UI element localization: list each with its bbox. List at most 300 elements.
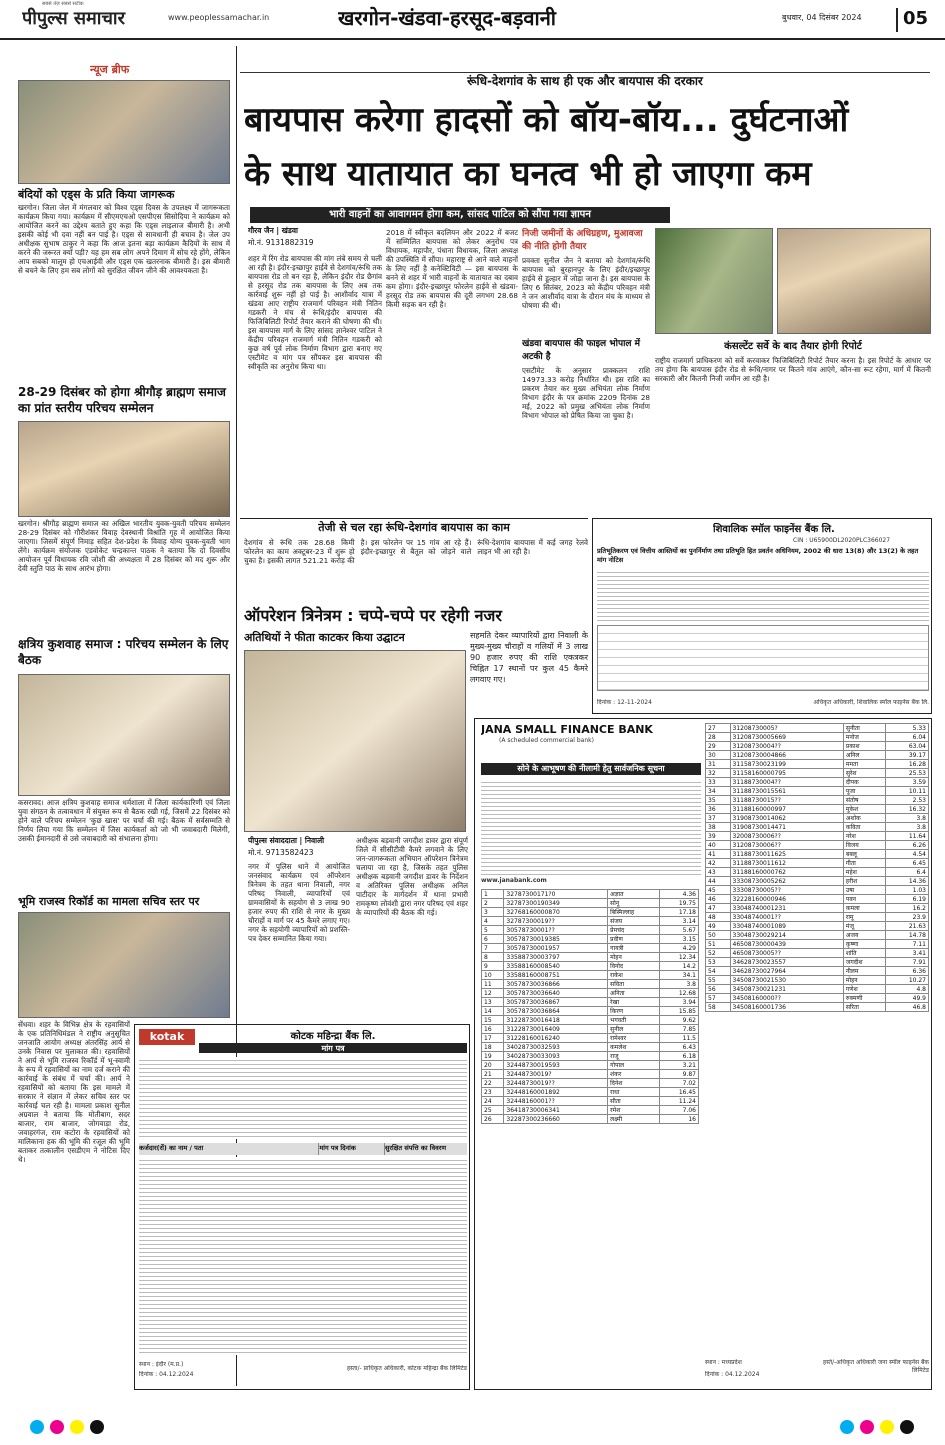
- table-row: [706, 787, 929, 796]
- table-cell: 20: [482, 1061, 504, 1070]
- table-cell: 31188730015561: [730, 787, 843, 796]
- table-cell: गणेश: [843, 985, 885, 994]
- operation-body-2: अधीक्षक बड़वानी जगदीश डावर द्वारा संपूर्ण जिले में सीसीटीवी कैमरे लगवाने के लिए जन-जागरूकता अभियान ऑपरेशन त्रिनेत्रम चलाया जा रहा है, जिसके तहत पुलिस अधीक्षक बड़वानी जगदीश डावर के निर्देशन व अतिरिक्त पुलिस अधीक्षक अनिल पाटीदार के मार्गदर्शन में थाना प्रभारी रामकृष्ण लोवंशी द्वारा नगर परिषद एवं शहर के व्यापारियों की बैठक की गई।: [356, 836, 468, 917]
- lead-headline-2: के साथ यातायात का घनत्व भी हो जाएगा कम: [244, 154, 812, 194]
- operation-headline: ऑपरेशन त्रिनेत्रम : चप्पे-चप्पे पर रहेगी नजर: [244, 606, 502, 625]
- table-cell: 34: [706, 787, 731, 796]
- table-cell: संतोष: [843, 796, 885, 805]
- table-row: [706, 922, 929, 931]
- table-cell: शंकर: [608, 1070, 659, 1079]
- table-row: [706, 985, 929, 994]
- table-cell: 42: [706, 859, 731, 868]
- table-cell: 1: [482, 890, 504, 899]
- table-cell: 14.78: [885, 931, 928, 940]
- table-cell: पूजा: [843, 787, 885, 796]
- table-row: [706, 949, 929, 958]
- table-cell: 3.15: [659, 935, 698, 944]
- table-cell: 2: [482, 899, 504, 908]
- table-cell: 32448160001??: [504, 1097, 608, 1106]
- shivalik-date: दिनांक : 12-11-2024: [597, 699, 652, 706]
- table-cell: 17.18: [659, 908, 698, 917]
- table-cell: 5.33: [885, 724, 928, 733]
- operation-body: नगर में पुलिस थाने में आयोजित जनसंवाद कार्यक्रम एवं ऑपरेशन त्रिनेत्रम के तहत थाना निवाली, नगर परिषद निवाली, व्यापारियों एवं ग्रामवासियों के सहयोग से 3 लाख 90 हजार रुपए की राशि से नगर के मुख्य चौराहों व मार्ग पर 45 कैमरे लगाए गए। नगर के सहयोगी व्यापारियों को प्रशस्ति-पत्र देकर सम्मानित किया गया।: [248, 862, 350, 943]
- table-row: [482, 980, 699, 989]
- table-cell: 30578730036866: [504, 980, 608, 989]
- table-cell: मुकेश: [843, 805, 885, 814]
- lead-kicker: रूंधि-देशगांव के साथ ही एक और बायपास की दरकार: [240, 72, 930, 88]
- print-mark-magenta: [50, 1420, 64, 1434]
- table-cell: 25.53: [885, 769, 928, 778]
- kotak-date: दिनांक : 04.12.2024: [139, 1371, 194, 1378]
- table-cell: 6.04: [885, 733, 928, 742]
- table-cell: 34.1: [659, 971, 698, 980]
- table-cell: राधा: [608, 1088, 659, 1097]
- table-cell: 32787300190349: [504, 899, 608, 908]
- table-cell: 16.2: [885, 904, 928, 913]
- table-cell: 4.36: [659, 890, 698, 899]
- table-row: [482, 899, 699, 908]
- table-cell: सुनीता: [843, 724, 885, 733]
- table-cell: 6: [482, 935, 504, 944]
- table-cell: मनोज: [843, 733, 885, 742]
- table-cell: 46508730000439: [730, 940, 843, 949]
- table-cell: 31228160016240: [504, 1034, 608, 1043]
- kotak-title: कोटक महिन्द्रा बैंक लि.: [290, 1031, 376, 1040]
- table-cell: 34028730033093: [504, 1052, 608, 1061]
- table-cell: दिनेश: [608, 1079, 659, 1088]
- table-cell: 49.9: [885, 994, 928, 1003]
- lead-col3-headline: निजी जमीनों के अधिग्रहण, मुआवजा की नीति होगी तैयार: [522, 229, 643, 252]
- table-cell: 7.85: [659, 1025, 698, 1034]
- operation-deck: अतिथियों ने फीता काटकर किया उद्घाटन: [244, 631, 405, 644]
- sub-story-headline: तेजी से चल रहा रूंधि-देशगांव बायपास का काम: [318, 521, 510, 534]
- table-cell: बिस्मिल्लाह: [608, 908, 659, 917]
- table-row: [706, 751, 929, 760]
- table-cell: 21: [482, 1070, 504, 1079]
- table-cell: 58: [706, 1003, 731, 1012]
- kotak-intro: [139, 1057, 467, 1139]
- table-cell: 15.85: [659, 1007, 698, 1016]
- table-cell: 3.8: [659, 980, 698, 989]
- table-cell: 54: [706, 967, 731, 976]
- table-cell: 7.91: [885, 958, 928, 967]
- operation-byline: पीपुल्स संवाददाता | निवाली: [248, 836, 325, 845]
- jana-sign: हस्ते/-अधिकृत अधिकारी जना स्मॉल फाइनेंस बैंक लिमिटेड: [823, 1359, 929, 1374]
- brief-2-body: खरगोन। श्रीगौड़ ब्राह्मण समाज का अखिल भारतीय युवक-युवती परिचय सम्मेलन 28-29 दिसंबर को गौरीशंकर विवाह देवस्थानी विश्रांति गृह में आयोजित किया जाएगा। जिसमें संपूर्ण निमाड़ सहित देश-प्रदेश के विवाह योग्य युवक-युवती भाग लेंगे। कार्यक्रम संयोजक एडवोकेट चन्द्रकान्त पाठक ने बताया कि दो दिवसीय आयोजन पूर्व विधायक रवि जोशी की अध्यक्षता में 28 दिसंबर को मद शुरू और देवी स्तुति पाठ के साथ आरंभ होगा।: [18, 519, 230, 573]
- table-row: [706, 976, 929, 985]
- table-cell: 31: [706, 760, 731, 769]
- jana-website[interactable]: www.janabank.com: [481, 877, 547, 884]
- table-cell: 31208730004866: [730, 751, 843, 760]
- table-cell: 31188730004??: [730, 778, 843, 787]
- table-cell: 31158160000795: [730, 769, 843, 778]
- table-row: [706, 850, 929, 859]
- kotak-col-property: सुरक्षित संपत्ति का विवरण: [384, 1144, 447, 1152]
- table-cell: रेखा: [608, 998, 659, 1007]
- table-cell: 3.59: [885, 778, 928, 787]
- table-cell: सुनील: [608, 1025, 659, 1034]
- shivalik-officer: अधिकृत अधिकारी, शिवालिक स्मॉल फाइनेंस बैंक लि.: [813, 699, 929, 706]
- table-cell: 33: [706, 778, 731, 787]
- photo-caption: कंसल्टेंट सर्वे के बाद तैयार होगी रिपोर्ट: [724, 341, 862, 352]
- table-cell: 34628730023557: [730, 958, 843, 967]
- table-cell: 26: [482, 1115, 504, 1124]
- print-mark-black: [90, 1420, 104, 1434]
- table-row: [482, 1016, 699, 1025]
- table-cell: 11.64: [885, 832, 928, 841]
- table-cell: शांति: [843, 949, 885, 958]
- table-cell: 33048740001089: [730, 922, 843, 931]
- print-mark-cyan: [30, 1420, 44, 1434]
- table-cell: प्रेमचंद: [608, 926, 659, 935]
- print-mark-yellow-right: [880, 1420, 894, 1434]
- table-cell: 31188730011612: [730, 859, 843, 868]
- table-row: [706, 769, 929, 778]
- table-cell: 51: [706, 940, 731, 949]
- table-cell: रमेश: [608, 1106, 659, 1115]
- table-cell: 6.4: [885, 868, 928, 877]
- tagline: सबसे तेज़ सबसे सटीक: [42, 1, 84, 7]
- table-cell: गीता: [843, 859, 885, 868]
- jana-table-left: [481, 889, 699, 1124]
- jana-title: JANA SMALL FINANCE BANK: [481, 723, 653, 736]
- table-cell: मंजू: [843, 922, 885, 931]
- brief-1-headline: बंदियों को एड्स के प्रति किया जागरूक: [18, 188, 175, 201]
- table-cell: 11: [482, 980, 504, 989]
- table-row: [482, 1088, 699, 1097]
- table-row: [706, 841, 929, 850]
- table-cell: सीता: [608, 1097, 659, 1106]
- kotak-sign: हस्ता/- प्राधिकृत अधिकारी, कोटक महिन्द्रा बैंक लिमिटेड: [346, 1365, 467, 1372]
- table-row: [482, 1115, 699, 1124]
- table-cell: दीपक: [843, 778, 885, 787]
- table-row: [482, 890, 699, 899]
- table-cell: 12.34: [659, 953, 698, 962]
- lead-headline-1: बायपास करेगा हादसों को बॉय-बॉय... दुर्घटनाओं: [244, 100, 849, 140]
- table-cell: 48: [706, 913, 731, 922]
- jana-table-right: [705, 723, 929, 1012]
- table-cell: मोहन: [608, 953, 659, 962]
- table-cell: 32228160000946: [730, 895, 843, 904]
- table-cell: 10: [482, 971, 504, 980]
- table-cell: 9.62: [659, 1016, 698, 1025]
- table-cell: 30578730001957: [504, 944, 608, 953]
- table-cell: 33308730005262: [730, 877, 843, 886]
- table-cell: 1.03: [885, 886, 928, 895]
- brief-photo-3: [18, 674, 230, 796]
- table-cell: 6.36: [885, 967, 928, 976]
- table-cell: 4: [482, 917, 504, 926]
- table-row: [482, 917, 699, 926]
- table-cell: 39.17: [885, 751, 928, 760]
- table-row: [706, 994, 929, 1003]
- table-row: [706, 958, 929, 967]
- table-cell: 32448730019??: [504, 1079, 608, 1088]
- table-cell: कविता: [843, 823, 885, 832]
- lead-byline: गौरव जैन | खंडवा: [248, 226, 298, 235]
- lead-col-1: शहर में रिंग रोड बायपास की मांग लंबे समय से चली आ रही है। इंदौर-इच्छापुर हाईवे से देशगांव/रूंधि तक बायपास रोड तो बन रहा है, लेकिन इंदौर रोड छैगांव से हरसूद रोड तक बायपास के लिए अब तक कार्रवाई शुरू नहीं हो पाई है। आशीर्वाद यात्रा में खंडवा आए राष्ट्रीय राजमार्ग परिवहन मंत्री नितिन गडकरी ने मंच से रूंधि/इंदौर बायपास की फिजिबिलिटी रिपोर्ट तैयार कराने की घोषणा की थी। इस बायपास मार्ग के लिए सांसद ज्ञानेश्वर पाटिल ने केंद्रीय परिवहन राजमार्ग मंत्री नितिन गडकरी को कुछ वर्ष पूर्व लोक निर्माण विभाग द्वारा बनाए गए एस्टीमेट व मांग पत्र सौंपकर इस बायपास की स्वीकृति का अनुरोध किया था।: [248, 254, 382, 371]
- memorandum-photo: [777, 228, 931, 334]
- table-row: [482, 908, 699, 917]
- lead-col3b-headline: खंडवा बायपास की फाइल भोपाल में अटकी है: [522, 339, 641, 362]
- table-cell: 32787300019??: [504, 917, 608, 926]
- table-row: [706, 724, 929, 733]
- table-cell: 5: [482, 926, 504, 935]
- table-row: [482, 998, 699, 1007]
- table-cell: 56: [706, 985, 731, 994]
- table-row: [706, 940, 929, 949]
- table-cell: 31188160000997: [730, 805, 843, 814]
- table-cell: 12.68: [659, 989, 698, 998]
- jana-subtitle: (A scheduled commercial bank): [499, 737, 594, 744]
- masthead: [0, 0, 945, 40]
- table-cell: 31208730006??: [730, 841, 843, 850]
- table-cell: 36418730006341: [504, 1106, 608, 1115]
- table-cell: 28: [706, 733, 731, 742]
- table-cell: 43: [706, 868, 731, 877]
- table-cell: 6.45: [885, 859, 928, 868]
- table-cell: बबलू: [843, 850, 885, 859]
- table-cell: 34508160000??: [730, 994, 843, 1003]
- brief-3-body: कसरावद। आज क्षत्रिय कुशवाह समाज धर्मशाला में जिला कार्यकारिणी एवं जिला युवा संगठन के तत्वावधान में संयुक्त रूप से बैठक रखी गई, जिसमें 22 दिसंबर को होने वाले परिचय सम्मेलन 'कुछ खास' पर चर्चा की गई। बैठक में सर्वसम्मति से निर्णय लिया गया कि सम्मेलन में जिस कार्यकर्ता को जो भी जवाबदारी मिलेगी, उसकी ईमानदारी से उसे जवाबदारी को संभालना होगा।: [18, 798, 230, 843]
- table-row: [706, 931, 929, 940]
- table-cell: 29: [706, 742, 731, 751]
- table-cell: 13: [482, 998, 504, 1007]
- table-cell: 6.43: [659, 1043, 698, 1052]
- table-cell: कृष्णा: [843, 940, 885, 949]
- table-cell: 25: [482, 1106, 504, 1115]
- table-cell: 46.8: [885, 1003, 928, 1012]
- table-cell: 32: [706, 769, 731, 778]
- jana-date: दिनांक : 04.12.2024: [705, 1371, 760, 1378]
- table-row: [706, 796, 929, 805]
- lead-col-3b: एसटीमेट के अनुसार प्राक्कलन राशि 14973.33 करोड़ निर्धारित थी। इस राशि का प्रकरण तैयार कर मुख्य अभियंता लोक निर्माण विभाग इंदौर के पत्र क्रमांक 2209 दिनांक 28 मई, 2022 को प्रमुख अभियंता लोक निर्माण विभाग भोपाल को प्रेषित किया जा चुका है।: [522, 366, 650, 420]
- table-row: [482, 971, 699, 980]
- table-cell: 30578730036864: [504, 1007, 608, 1016]
- table-cell: 33048740001??: [730, 913, 843, 922]
- table-cell: 31208730005?: [730, 724, 843, 733]
- table-row: [482, 1052, 699, 1061]
- table-cell: 11.5: [659, 1034, 698, 1043]
- table-cell: 47: [706, 904, 731, 913]
- table-cell: 15: [482, 1016, 504, 1025]
- shivalik-cin: CIN : U65900DL2020PLC366027: [793, 537, 891, 544]
- table-cell: 32768160000870: [504, 908, 608, 917]
- print-mark-black-right: [900, 1420, 914, 1434]
- table-cell: मोहन: [843, 976, 885, 985]
- table-cell: 31188160000762: [730, 868, 843, 877]
- table-cell: 34508730021231: [730, 985, 843, 994]
- table-cell: 5.67: [659, 926, 698, 935]
- table-cell: 16.32: [885, 805, 928, 814]
- table-cell: नरेश: [843, 832, 885, 841]
- table-cell: 8: [482, 953, 504, 962]
- print-mark-yellow: [70, 1420, 84, 1434]
- table-cell: 31228730016409: [504, 1025, 608, 1034]
- table-cell: 32787300171?0: [504, 890, 608, 899]
- table-cell: 34628730027964: [730, 967, 843, 976]
- table-row: [482, 1043, 699, 1052]
- table-cell: 30578730036867: [504, 998, 608, 1007]
- table-cell: संजय: [608, 917, 659, 926]
- news-brief-label: न्यूज ब्रीफ: [90, 63, 130, 76]
- shivalik-notice-heading: प्रतिभूतिकरण एवं वित्तीय आस्तियों का पुनर्निर्माण तथा प्रतिभूति हित प्रवर्तन अधिनियम, 2002 की धारा 13(8) और 13(2) के तहत मांग नोटिस: [597, 547, 919, 564]
- kotak-place: स्थान : इंदौर (म.प्र.): [139, 1361, 184, 1368]
- table-cell: 19.75: [659, 899, 698, 908]
- table-cell: रामेश्वर: [608, 1034, 659, 1043]
- brief-2-headline: 28-29 दिसंबर को होगा श्रीगौड़ ब्राह्मण समाज का प्रांत स्तरीय परिचय सम्मेलन: [18, 385, 226, 415]
- table-cell: 27: [706, 724, 731, 733]
- table-cell: 41: [706, 850, 731, 859]
- table-cell: 21.63: [885, 922, 928, 931]
- table-cell: भगवती: [608, 1016, 659, 1025]
- jana-place: स्थान : मध्यप्रदेश: [705, 1359, 742, 1366]
- table-cell: 14.36: [885, 877, 928, 886]
- jana-notice-body: [481, 779, 701, 875]
- table-cell: 31908730014471: [730, 823, 843, 832]
- table-row: [482, 989, 699, 998]
- print-mark-cyan-right: [840, 1420, 854, 1434]
- table-cell: 10.11: [885, 787, 928, 796]
- table-cell: लक्ष्मी: [608, 1115, 659, 1124]
- table-cell: 3: [482, 908, 504, 917]
- kotak-section: मांग पत्र: [199, 1043, 467, 1053]
- table-cell: हरीश: [843, 877, 885, 886]
- table-row: [706, 823, 929, 832]
- table-row: [482, 926, 699, 935]
- kotak-table-header: [139, 1143, 467, 1155]
- table-cell: 4.29: [659, 944, 698, 953]
- table-cell: 16.45: [659, 1088, 698, 1097]
- brief-photo-2: [18, 421, 230, 517]
- table-cell: विजय: [843, 841, 885, 850]
- table-cell: 32008730006??: [730, 832, 843, 841]
- sub-story-body: देशगांव से रूंधि तक 28.68 किमी फोरलेन का काम अक्टूबर-23 में शुरू हो चुका है। इसकी लागत 521.21 करोड़ की है। इस फोरलेन पर 15 गांव आ रहे हैं। इंदौर-इच्छापुर से बैतूल को जोड़ने वाले रूंधि-देशगांव बायपास में कई जगह रेलवे लाइन भी आ रही है।: [244, 538, 588, 565]
- site-url[interactable]: www.peoplessamachar.in: [168, 13, 270, 22]
- table-cell: 7.11: [885, 940, 928, 949]
- kotak-col-date: मांग पत्र दिनांक: [319, 1143, 385, 1155]
- table-cell: 3.8: [885, 823, 928, 832]
- shivalik-table: [597, 625, 929, 691]
- table-cell: 7.06: [659, 1106, 698, 1115]
- table-cell: 34028730032593: [504, 1043, 608, 1052]
- table-row: [706, 886, 929, 895]
- table-cell: 30578730036640: [504, 989, 608, 998]
- table-cell: गायत्री: [608, 944, 659, 953]
- table-cell: गोपाल: [608, 1061, 659, 1070]
- table-cell: 7: [482, 944, 504, 953]
- table-cell: अज्ञात: [608, 890, 659, 899]
- table-row: [706, 904, 929, 913]
- table-cell: 4.54: [885, 850, 928, 859]
- table-cell: 33588160008540: [504, 962, 608, 971]
- table-row: [482, 1097, 699, 1106]
- table-cell: 33588730003797: [504, 953, 608, 962]
- table-cell: 30578730019385: [504, 935, 608, 944]
- table-row: [706, 868, 929, 877]
- table-cell: ममता: [843, 760, 885, 769]
- table-cell: 32448730019?: [504, 1070, 608, 1079]
- table-cell: 23.9: [885, 913, 928, 922]
- table-cell: नीलम: [843, 967, 885, 976]
- table-cell: 16.28: [885, 760, 928, 769]
- operation-side: सहमति देकर व्यापारियों द्वारा निवाली के मुख्य-मुख्य चौराहों व गलियों में 3 लाख 90 हजार रुपए की राशि एकत्रकर चिह्नित 17 स्थानों पर कुल 45 कैमरे लगवाए गए।: [470, 631, 588, 684]
- shivalik-title: शिवालिक स्मॉल फाइनेंस बैंक लि.: [713, 524, 835, 535]
- table-cell: 31188730011625: [730, 850, 843, 859]
- issue-date: बुधवार, 04 दिसंबर 2024: [782, 13, 862, 22]
- table-row: [706, 913, 929, 922]
- table-cell: 30578730001??: [504, 926, 608, 935]
- print-mark-magenta-right: [860, 1420, 874, 1434]
- table-cell: अनिल: [843, 751, 885, 760]
- table-cell: 3.8: [885, 814, 928, 823]
- table-cell: 63.04: [885, 742, 928, 751]
- table-cell: सरिता: [843, 1003, 885, 1012]
- table-cell: 38: [706, 823, 731, 832]
- table-row: [482, 1025, 699, 1034]
- table-row: [706, 805, 929, 814]
- table-cell: 39: [706, 832, 731, 841]
- table-cell: उषा: [843, 886, 885, 895]
- table-cell: सविता: [608, 980, 659, 989]
- table-cell: सुरेश: [843, 769, 885, 778]
- table-cell: 16: [659, 1115, 698, 1124]
- shivalik-bank-notice: [592, 518, 932, 714]
- table-cell: 3.14: [659, 917, 698, 926]
- table-row: [706, 877, 929, 886]
- table-cell: 33308730005??: [730, 886, 843, 895]
- table-cell: 7.02: [659, 1079, 698, 1088]
- table-cell: 22: [482, 1079, 504, 1088]
- table-cell: महेश: [843, 868, 885, 877]
- table-cell: 45: [706, 886, 731, 895]
- table-row: [706, 778, 929, 787]
- table-cell: 16: [482, 1025, 504, 1034]
- table-row: [482, 1034, 699, 1043]
- table-cell: 31228730016418: [504, 1016, 608, 1025]
- table-row: [706, 760, 929, 769]
- table-cell: 33048730029214: [730, 931, 843, 940]
- table-cell: 46: [706, 895, 731, 904]
- jana-auction-notice: [474, 718, 932, 1390]
- table-row: [706, 1003, 929, 1012]
- shivalik-notice-body: [597, 569, 929, 623]
- table-cell: 11.24: [659, 1097, 698, 1106]
- table-cell: 4.8: [885, 985, 928, 994]
- table-cell: 19: [482, 1052, 504, 1061]
- table-cell: 6.18: [659, 1052, 698, 1061]
- table-cell: 10.27: [885, 976, 928, 985]
- table-cell: 36: [706, 805, 731, 814]
- table-cell: 31158730023199: [730, 760, 843, 769]
- table-cell: 6.19: [885, 895, 928, 904]
- table-cell: 31188730015??: [730, 796, 843, 805]
- table-cell: जगदीश: [843, 958, 885, 967]
- brief-photo-1: [18, 80, 230, 184]
- table-cell: अशोक: [843, 814, 885, 823]
- table-row: [482, 1106, 699, 1115]
- brief-photo-4: [18, 912, 230, 1018]
- table-cell: 52: [706, 949, 731, 958]
- table-cell: 9: [482, 962, 504, 971]
- table-cell: प्रकाश: [843, 742, 885, 751]
- table-cell: 33048740001231: [730, 904, 843, 913]
- logo: पीपुल्स समाचार: [22, 8, 125, 29]
- kotak-logo: kotak: [139, 1029, 195, 1045]
- table-row: [482, 1007, 699, 1016]
- table-cell: 6.26: [885, 841, 928, 850]
- kotak-col-borrower: कर्जदार(रों) का नाम / पता: [139, 1143, 319, 1155]
